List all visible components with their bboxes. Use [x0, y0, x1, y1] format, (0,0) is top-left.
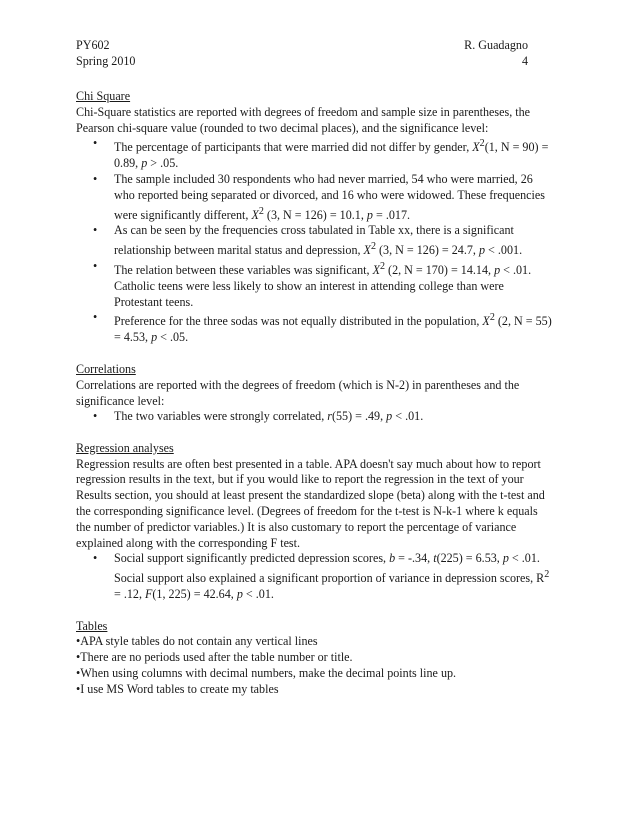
- list-item: •There are no periods used after the table number or title.: [76, 650, 353, 665]
- regression-intro: Regression results are often best presented in a table. APA doesn't say much about how to report regression results in the text, but if you would like to report the regression in the text of your Results section, you should at least present the standardized slope (beta) along with the t-test and the corresponding significance level. (Degrees of freedom for the t-test is N-k-1 where k equals the number of predictor variables.) It is also customary to report the percentage of variance explained along with the corresponding F test.: [76, 456, 545, 550]
- correlations-heading: Correlations: [76, 361, 136, 376]
- author-name: R. Guadagno: [464, 38, 528, 52]
- list-item: • The two variables were strongly correlated, r(55) = .49, p < .01.: [76, 409, 554, 425]
- chi-square-heading: Chi Square: [76, 89, 131, 103]
- chi-square-list: [76, 136, 554, 346]
- regression-section: [76, 441, 554, 603]
- list-item: •When using columns with decimal numbers, make the decimal points line up.: [76, 666, 457, 681]
- course-code: PY602: [76, 38, 110, 52]
- list-item: • The relation between these variables was significant, $X^2$ (2, N = 170) = 14.14, p < .01. Catholic teens were less likely to show an interest in attending college than were Protestant teens.: [76, 259, 554, 310]
- chi-square-intro: Chi-Square statistics are reported with degrees of freedom and sample size in parentheses, the Pearson chi-square value (rounded to two decimal places), and the significance level:: [76, 104, 531, 135]
- list-item: • The sample included 30 respondents who had never married, 54 who were married, 26 who reported being separated or divorced, and 16 who were widowed. These frequencies were significantly different, $X^2$ (3, N = 126) = 10.1, p = .017.: [76, 172, 554, 223]
- document-body: [76, 89, 554, 713]
- term: Spring 2010: [76, 53, 136, 68]
- regression-heading: Regression analyses: [76, 440, 174, 455]
- correlations-list: [76, 409, 554, 425]
- correlations-section: [76, 362, 554, 425]
- regression-list: [76, 551, 554, 602]
- list-item: •APA style tables do not contain any vertical lines: [76, 634, 318, 649]
- page-number: 4: [521, 53, 528, 68]
- tables-heading: Tables: [76, 618, 108, 633]
- list-item: • Social support significantly predicted depression scores, b = -.34, t(225) = 6.53, p < .01. Social support also explained a significant proportion of variance in depression scores, $R^2 = .12$, F(1, 225) = 42.64, p < .01.: [76, 551, 554, 602]
- tables-section: [76, 619, 554, 698]
- list-item: •I use MS Word tables to create my tables: [76, 681, 279, 696]
- page-header: [76, 38, 528, 70]
- list-item: • As can be seen by the frequencies cross tabulated in Table xx, there is a significant relationship between marital status and depression, $X^2$ (3, N = 126) = 24.7, p < .001.: [76, 223, 554, 259]
- chi-square-section: [76, 89, 554, 346]
- list-item: • The percentage of participants that were married did not differ by gender, $X^2(1$, N = 90) = 0.89, p > .05.: [76, 136, 554, 172]
- correlations-intro: Correlations are reported with the degrees of freedom (which is N-2) in parentheses and the significance level:: [76, 377, 520, 408]
- list-item: • Preference for the three sodas was not equally distributed in the population, $X^2$ (2, N = 55) = 4.53, p < .05.: [76, 310, 554, 346]
